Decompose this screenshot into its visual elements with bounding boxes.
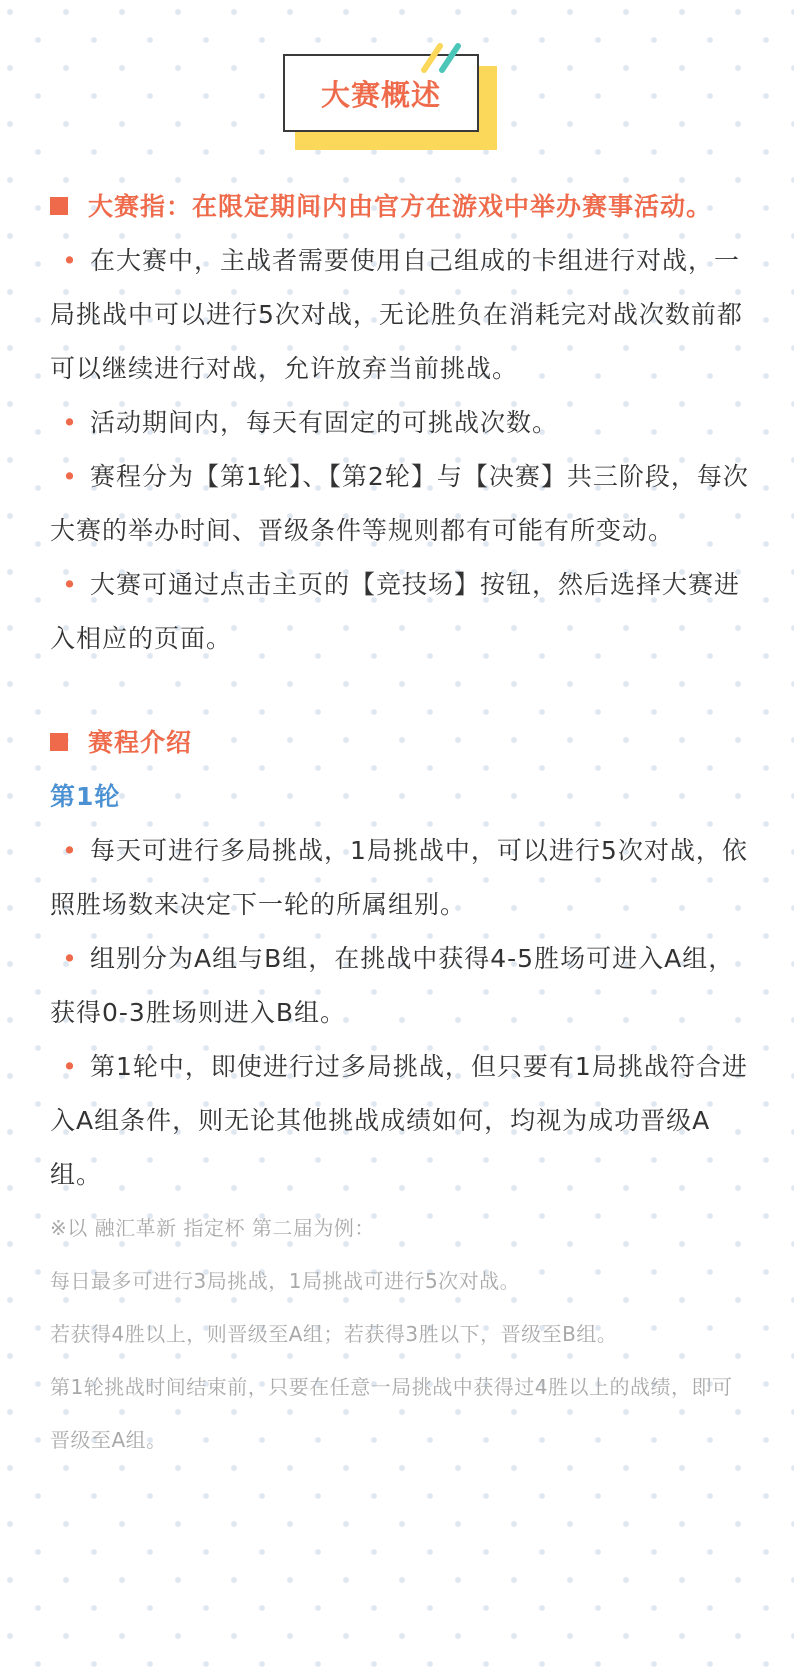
- list-item-text: 每天可进行多局挑战，1局挑战中，可以进行5次对战，依照胜场数来决定下一轮的所属组别。: [50, 836, 748, 919]
- spacer: [50, 666, 750, 716]
- example-note: ※以 融汇革新 指定杯 第二届为例：: [50, 1216, 375, 1240]
- section-heading-schedule: [50, 716, 750, 770]
- section-heading-text: 大赛指：在限定期间内由官方在游戏中举办赛事活动。: [88, 192, 713, 221]
- bullet-icon: •: [62, 408, 78, 437]
- square-marker-icon: [50, 733, 68, 751]
- bullet-icon: •: [62, 944, 78, 973]
- bullet-icon: •: [62, 570, 78, 599]
- content: [50, 180, 750, 1467]
- list-item: [50, 824, 750, 932]
- list-item-text: 组别分为A组与B组，在挑战中获得4-5胜场可进入A组，获得0-3胜场则进入B组。: [50, 944, 735, 1027]
- list-item: [50, 234, 750, 396]
- example-note: 第1轮挑战时间结束前，只要在任意一局挑战中获得过4胜以上的战绩，即可晋级至A组。: [50, 1375, 733, 1452]
- list-item-text: 活动期间内，每天有固定的可挑战次数。: [90, 408, 559, 437]
- title-banner: [283, 54, 497, 150]
- list-item: [50, 450, 750, 558]
- section-heading-text: 赛程介绍: [88, 728, 193, 757]
- bullet-icon: •: [62, 1052, 78, 1081]
- round-label: 第1轮: [50, 782, 121, 811]
- bullet-icon: •: [62, 836, 78, 865]
- decorative-stripes-icon: [418, 40, 468, 74]
- list-item-text: 大赛可通过点击主页的【竞技场】按钮，然后选择大赛进入相应的页面。: [50, 570, 741, 653]
- list-item: [50, 932, 750, 1040]
- section-heading-overview: [50, 180, 750, 234]
- list-item-text: 在大赛中，主战者需要使用自己组成的卡组进行对战，一局挑战中可以进行5次对战，无论胜负在消耗完对战次数前都可以继续进行对战，允许放弃当前挑战。: [50, 246, 743, 383]
- list-item-text: 第1轮中，即使进行过多局挑战，但只要有1局挑战符合进入A组条件，则无论其他挑战成绩如何，均视为成功晋级A组。: [50, 1052, 748, 1189]
- list-item: [50, 396, 750, 450]
- example-note: 若获得4胜以上，则晋级至A组；若获得3胜以下，晋级至B组。: [50, 1322, 618, 1346]
- example-note: 每日最多可进行3局挑战，1局挑战可进行5次对战。: [50, 1269, 521, 1293]
- list-item-text: 赛程分为【第1轮】、【第2轮】与【决赛】共三阶段，每次大赛的举办时间、晋级条件等规则都有可能有所变动。: [50, 462, 749, 545]
- list-item: [50, 1040, 750, 1202]
- square-marker-icon: [50, 197, 68, 215]
- bullet-icon: •: [62, 462, 78, 491]
- list-item: [50, 558, 750, 666]
- page-title: 大赛概述: [320, 77, 441, 112]
- bullet-icon: •: [62, 246, 78, 275]
